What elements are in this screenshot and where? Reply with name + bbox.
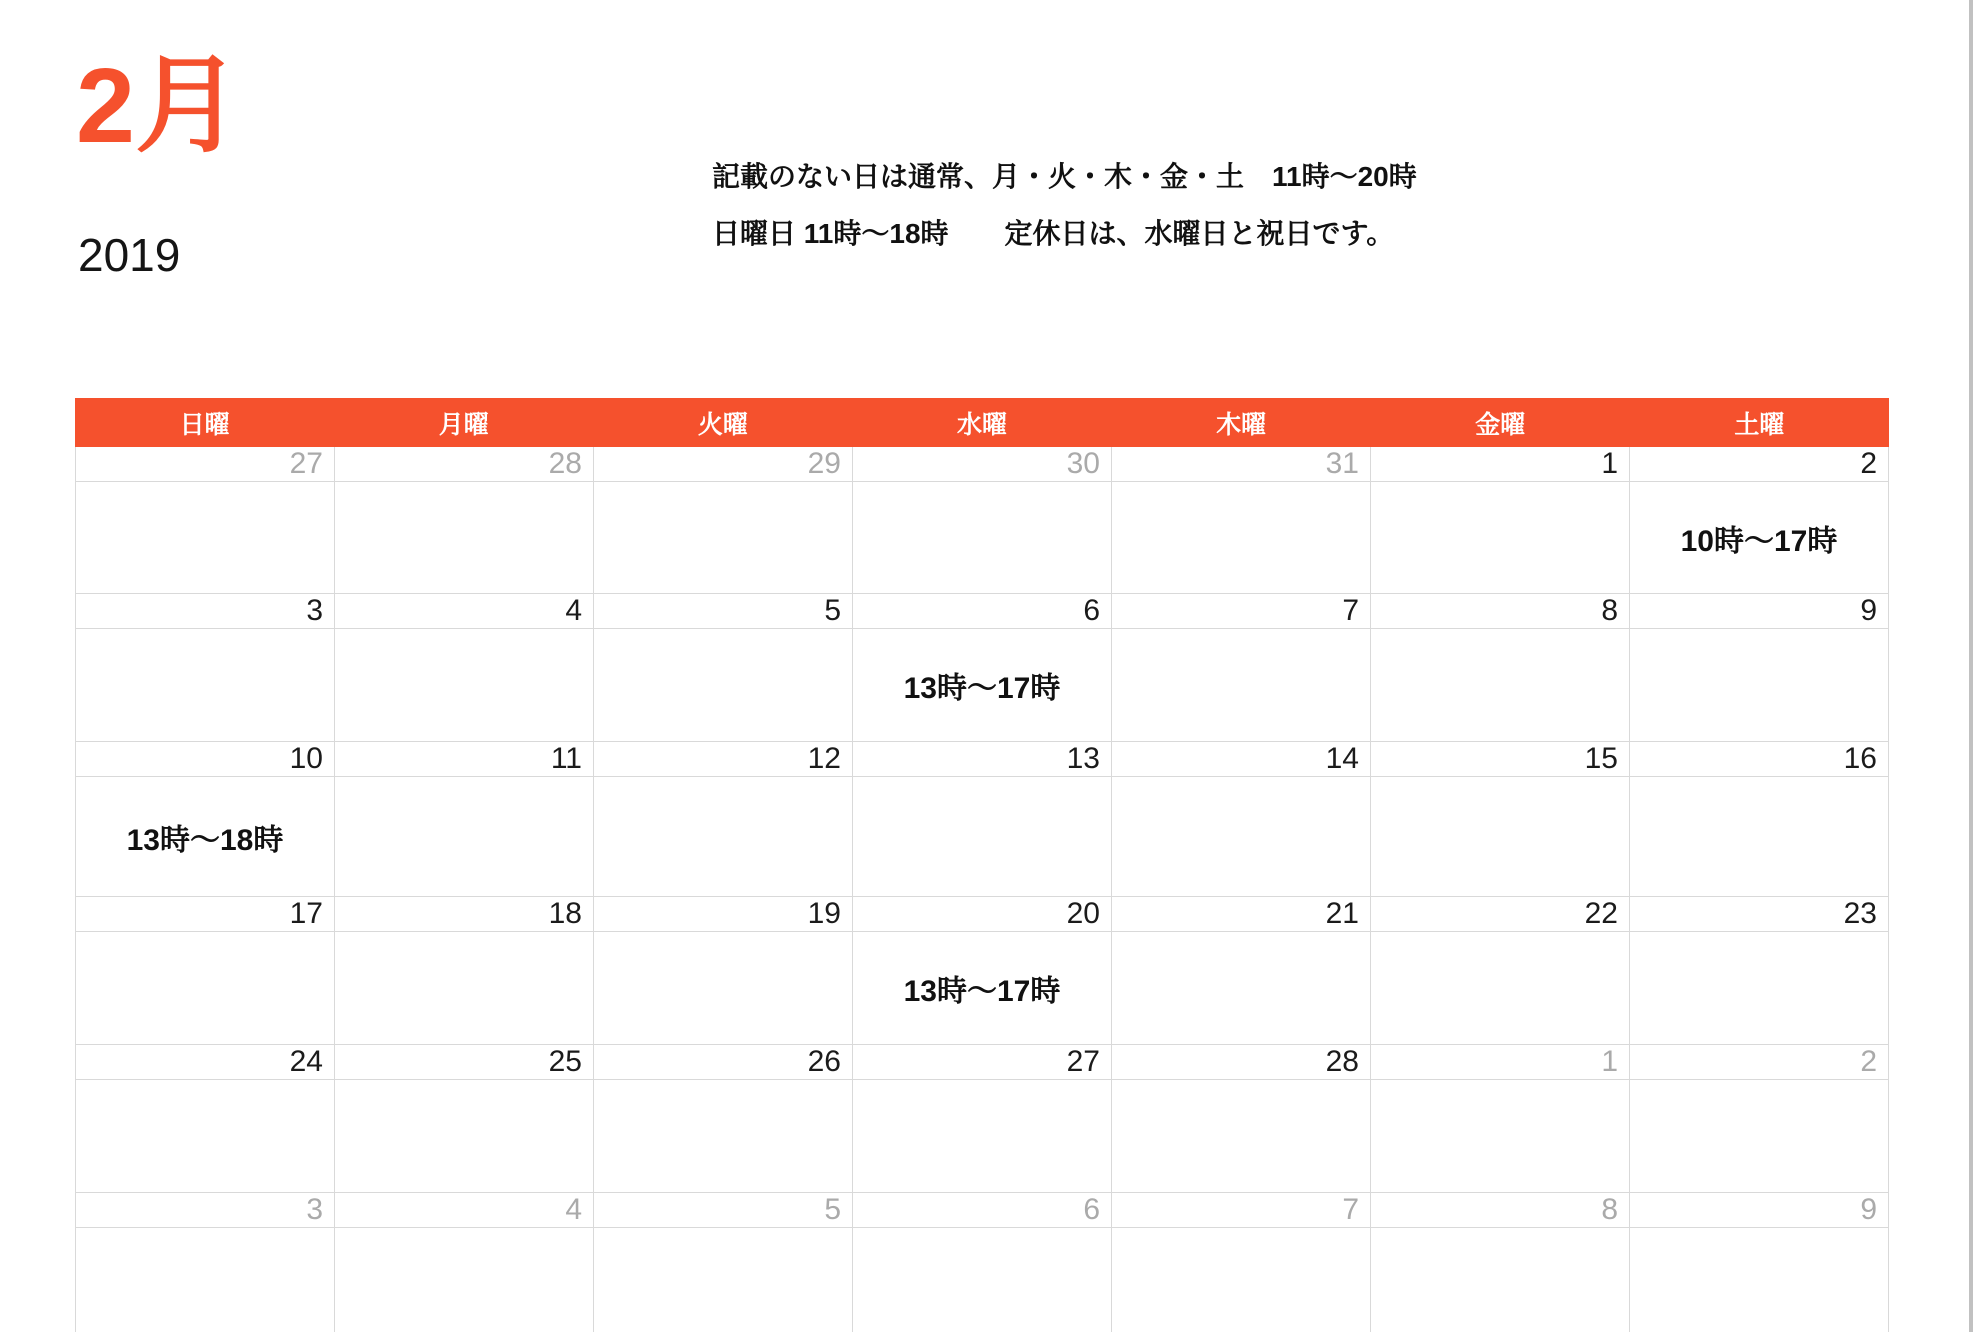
day-cell [594,897,853,1044]
day-body-empty [1371,629,1629,741]
day-body-empty [335,482,593,593]
day-cell [594,594,853,741]
day-body-empty [1112,932,1370,1044]
day-number: 27 [76,447,334,482]
day-number: 29 [594,447,852,482]
day-number: 22 [1371,897,1629,932]
day-number: 21 [1112,897,1370,932]
day-cell [594,1193,853,1332]
day-number: 27 [853,1045,1111,1080]
day-body-empty [1112,777,1370,896]
day-cell [335,742,594,896]
note-sunday-and-closed-days: 日曜日 11時〜18時 定休日は、水曜日と祝日です。 [712,218,1395,249]
day-cell [1630,594,1889,741]
day-number: 10 [76,742,334,777]
day-body-empty [853,1228,1111,1332]
day-cell [1630,1045,1889,1192]
day-body-empty [335,1228,593,1332]
day-number: 28 [335,447,593,482]
vertical-scrollbar[interactable] [1969,0,1973,1332]
day-body-empty [1371,932,1629,1044]
day-number: 2 [1630,1045,1888,1080]
day-cell [1630,1193,1889,1332]
week-row [75,1045,1889,1193]
weekday-header-monday: 月曜 [438,410,489,439]
day-number: 6 [853,594,1111,629]
day-number: 31 [1112,447,1370,482]
day-body-empty [76,1228,334,1332]
day-number: 1 [1371,447,1629,482]
day-body-empty [1371,482,1629,593]
weekday-header-saturday: 土曜 [1734,410,1785,439]
month-calendar [75,398,1889,1332]
day-cell [75,594,335,741]
day-body-empty [76,482,334,593]
day-number: 4 [335,1193,593,1228]
day-number: 9 [1630,1193,1888,1228]
day-cell [1630,742,1889,896]
calendar-weeks [75,447,1889,1332]
day-number: 28 [1112,1045,1370,1080]
day-cell [335,1193,594,1332]
day-body-empty [853,482,1111,593]
day-body-empty [1112,1228,1370,1332]
week-row [75,1193,1889,1332]
day-body-empty [1371,1228,1629,1332]
week-row [75,742,1889,897]
day-body-empty [1630,629,1888,741]
day-body-empty [1630,777,1888,896]
day-body-empty [1630,1080,1888,1192]
day-cell [1371,897,1630,1044]
day-cell [1371,1193,1630,1332]
day-number: 11 [335,742,593,777]
week-row [75,897,1889,1045]
note-regular-hours: 記載のない日は通常、月・火・木・金・土 11時〜20時 [712,161,1417,192]
day-event-hours: 10時〜17時 [1680,524,1838,558]
day-cell [1112,897,1371,1044]
day-cell [1371,1045,1630,1192]
weekday-header-row [75,398,1889,447]
day-cell [1371,742,1630,896]
day-cell [75,1045,335,1192]
day-number: 9 [1630,594,1888,629]
day-number: 18 [335,897,593,932]
year-title: 2019 [78,229,181,281]
day-cell [75,742,335,896]
day-number: 3 [76,1193,334,1228]
day-cell [1371,447,1630,593]
day-body-empty [335,1080,593,1192]
day-number: 19 [594,897,852,932]
weekday-header-friday: 金曜 [1475,410,1526,439]
day-cell [1371,594,1630,741]
day-body-empty [1371,777,1629,896]
weekday-header-sunday: 日曜 [179,410,230,439]
day-cell [853,447,1112,593]
day-cell [1112,594,1371,741]
day-cell [594,447,853,593]
day-cell [594,1045,853,1192]
day-cell [335,447,594,593]
day-cell [1112,1045,1371,1192]
month-title: 2月 [76,47,241,165]
day-cell [853,897,1112,1044]
day-number: 2 [1630,447,1888,482]
day-body-empty [853,1080,1111,1192]
day-body-empty [76,629,334,741]
day-cell [853,742,1112,896]
day-number: 20 [853,897,1111,932]
day-number: 7 [1112,1193,1370,1228]
day-body-empty [76,1080,334,1192]
day-number: 5 [594,594,852,629]
day-cell [1630,447,1889,593]
day-number: 26 [594,1045,852,1080]
day-body-empty [1630,1228,1888,1332]
week-row [75,594,1889,742]
day-event-hours: 13時〜17時 [903,975,1061,1008]
day-number: 4 [335,594,593,629]
day-body-empty [1112,629,1370,741]
day-number: 1 [1371,1045,1629,1080]
day-number: 8 [1371,594,1629,629]
day-number: 5 [594,1193,852,1228]
day-number: 17 [76,897,334,932]
day-cell [853,1193,1112,1332]
day-number: 13 [853,742,1111,777]
day-event-hours: 13時〜17時 [903,672,1061,705]
day-number: 14 [1112,742,1370,777]
day-body-empty [853,777,1111,896]
business-hours-notes [712,157,1417,254]
day-number: 25 [335,1045,593,1080]
day-body-empty [335,932,593,1044]
day-number: 15 [1371,742,1629,777]
day-cell [594,742,853,896]
day-cell [335,897,594,1044]
day-cell [1630,897,1889,1044]
day-body-empty [594,777,852,896]
day-body-empty [1112,1080,1370,1192]
day-cell [1112,447,1371,593]
day-cell [853,1045,1112,1192]
day-number: 23 [1630,897,1888,932]
day-body-empty [1630,932,1888,1044]
weekday-header-thursday: 木曜 [1216,410,1267,439]
weekday-header-wednesday: 水曜 [956,410,1007,439]
day-body-empty [335,629,593,741]
day-cell [335,1045,594,1192]
day-number: 3 [76,594,334,629]
day-cell [1112,742,1371,896]
day-number: 12 [594,742,852,777]
weekday-header-tuesday: 火曜 [697,410,748,439]
day-body-empty [594,629,852,741]
day-cell [75,897,335,1044]
day-number: 7 [1112,594,1370,629]
day-body-empty [594,1228,852,1332]
day-number: 16 [1630,742,1888,777]
week-row [75,447,1889,594]
day-body-empty [1112,482,1370,593]
day-cell [75,1193,335,1332]
day-cell [853,594,1112,741]
day-body-empty [594,482,852,593]
day-number: 6 [853,1193,1111,1228]
day-cell [75,447,335,593]
day-event-hours: 13時〜18時 [126,823,284,857]
day-number: 30 [853,447,1111,482]
day-body-empty [594,1080,852,1192]
day-body-empty [76,932,334,1044]
day-body-empty [335,777,593,896]
day-body-empty [594,932,852,1044]
day-number: 8 [1371,1193,1629,1228]
day-number: 24 [76,1045,334,1080]
day-cell [335,594,594,741]
day-body-empty [1371,1080,1629,1192]
day-cell [1112,1193,1371,1332]
